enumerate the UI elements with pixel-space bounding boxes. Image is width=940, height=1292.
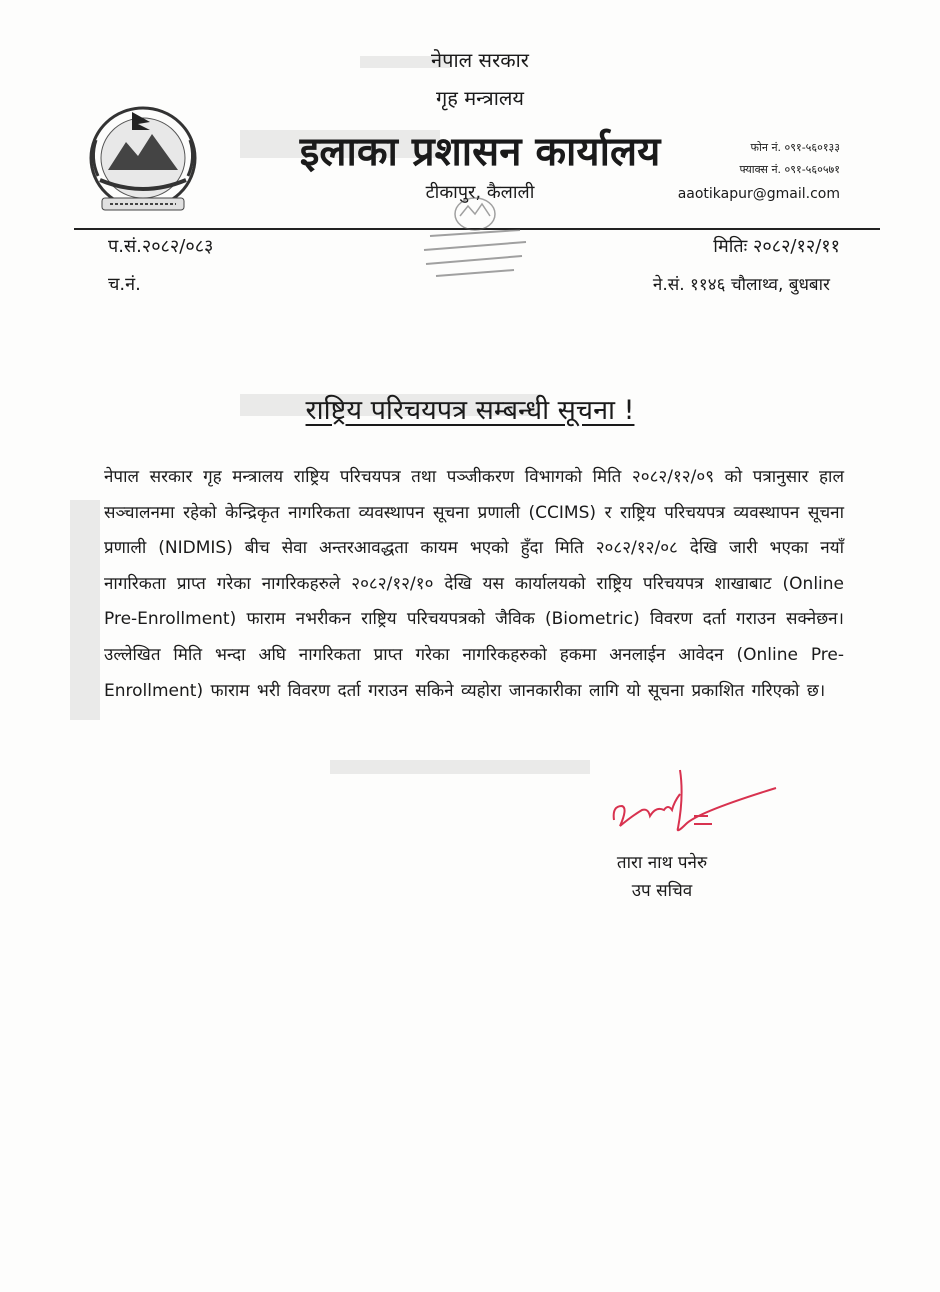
ministry-name: गृह मन्त्रालय: [435, 86, 525, 110]
government-name: नेपाल सरकार: [431, 48, 529, 72]
nepal-sambat-date: ने.सं. ११४६ चौलाथ्व, बुधबार: [652, 275, 830, 295]
reference-number: प.सं.२०८२/०८३: [108, 236, 214, 257]
office-name: इलाका प्रशासन कार्यालय: [299, 129, 661, 175]
dispatch-number: च.नं.: [108, 274, 141, 295]
issue-date: मितिः २०८२/१२/११: [713, 236, 840, 257]
notice-title: राष्ट्रिय परिचयपत्र सम्बन्धी सूचना !: [305, 395, 635, 426]
signatory-name: तारा नाथ पनेरु: [616, 853, 708, 873]
office-location: टीकापुर, कैलाली: [425, 182, 535, 203]
fax-number: फ्याक्स नं. ०९१-५६०५७१: [739, 163, 840, 176]
office-seal-stamp: [410, 196, 540, 282]
email-address: aaotikapur@gmail.com: [677, 186, 840, 202]
signatory-designation: उप सचिव: [631, 881, 693, 901]
notice-body: नेपाल सरकार गृह मन्त्रालय राष्ट्रिय परिचयपत्र तथा पञ्जीकरण विभागको मिति २०८२/१२/०९ को पत्रानुसार हाल सञ्चालनमा रहेको केन्द्रिकृत नागरिकता व्यवस्थापन सूचना प्रणाली (CCIMS) र राष्ट्रिय परिचयपत्र व्यवस्थापन सूचना प्रणाली (NIDMIS) बीच सेवा अन्तरआवद्धता कायम भएको हुँदा मिति २०८२/१२/०८ देखि जारी भएका नयाँ नागरिकता प्राप्त गरेका नागरिकहरुले २०८२/१२/१० देखि यस कार्यालयको राष्ट्रिय परिचयपत्र शाखाबाट (Online Pre-Enrollment) फाराम नभरीकन राष्ट्रिय परिचयपत्रको जैविक (Biometric) विवरण दर्ता गराउन सक्नेछन। उल्लेखित मिति भन्दा अघि नागरिकता प्राप्त गरेका नागरिकहरुको हकमा अनलाईन आवेदन (Online Pre-Enrollment) फाराम भरी विवरण दर्ता गराउन सकिने व्यहोरा जानकारीका लागि यो सूचना प्रकाशित गरिएको छ।: [104, 467, 844, 701]
nepal-emblem-icon: [80, 100, 206, 218]
handwritten-signature: [608, 766, 778, 838]
phone-number: फोन नं. ०९१-५६०१३३: [750, 141, 840, 154]
